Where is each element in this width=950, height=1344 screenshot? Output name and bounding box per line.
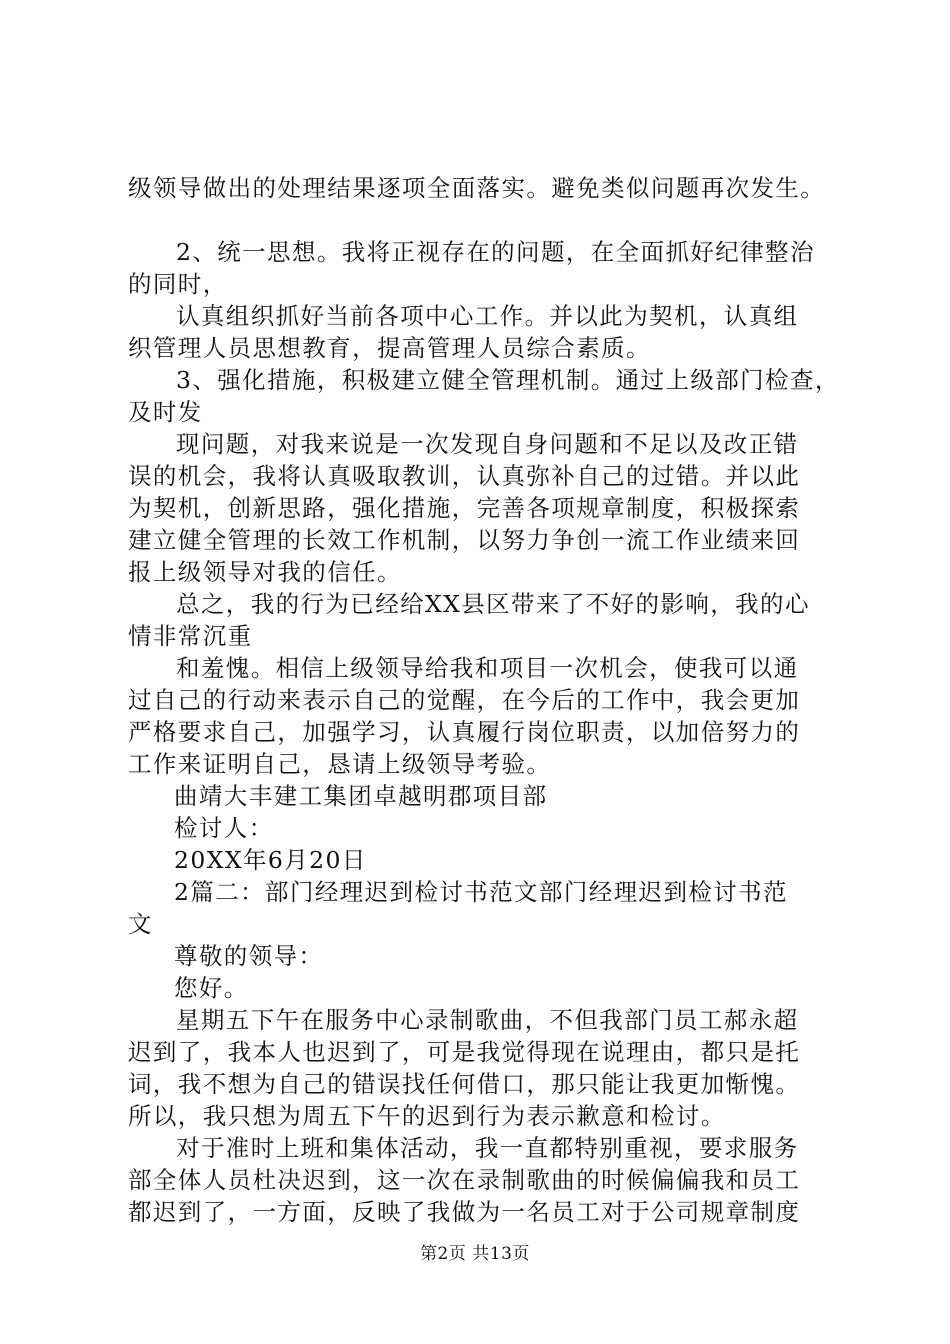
text-line: 您好。 [174, 974, 249, 1002]
text-line: 检讨人： [174, 814, 274, 842]
text-line: 都迟到了，一方面，反映了我做为一名员工对于公司规章制度 [128, 1198, 801, 1226]
text-line: 尊敬的领导： [174, 942, 324, 970]
text-line: 为契机，创新思路，强化措施，完善各项规章制度，积极探索 [128, 494, 801, 522]
text-line: 的同时， [128, 270, 228, 298]
paragraph-gap [128, 204, 848, 236]
text-line: 曲靖大丰建工集团卓越明郡项目部 [174, 782, 548, 810]
text-line: 级领导做出的处理结果逐项全面落实。避免类似问题再次发生。 [128, 174, 826, 202]
text-line: 词，我不想为自己的错误找任何借口，那只能让我更加惭愧。 [128, 1070, 801, 1098]
text-line: 2篇二：部门经理迟到检讨书范文部门经理迟到检讨书范 [174, 878, 788, 906]
text-line: 误的机会，我将认真吸取教训，认真弥补自己的过错。并以此 [128, 462, 801, 490]
text-line: 和羞愧。相信上级领导给我和项目一次机会，使我可以通 [176, 654, 799, 682]
text-line: 20XX年6月20日 [174, 846, 367, 874]
text-line: 2、统一思想。我将正视存在的问题，在全面抓好纪律整治 [176, 238, 815, 266]
page-number-footer: 第2页 共13页 [420, 1244, 530, 1264]
text-line: 总之，我的行为已经给XX县区带来了不好的影响，我的心 [176, 590, 810, 618]
text-line: 对于准时上班和集体活动，我一直都特别重视，要求服务 [176, 1134, 799, 1162]
text-line: 及时发 [128, 398, 203, 426]
document-body [128, 172, 848, 1228]
text-line: 认真组织抓好当前各项中心工作。并以此为契机，认真组 [176, 302, 799, 330]
text-line: 建立健全管理的长效工作机制，以努力争创一流工作业绩来回 [128, 526, 801, 554]
text-line: 情非常沉重 [128, 622, 253, 650]
text-line: 部全体人员杜决迟到，这一次在录制歌曲的时候偏偏我和员工 [128, 1166, 801, 1194]
text-line: 3、强化措施，积极建立健全管理机制。通过上级部门检查， [176, 366, 840, 394]
text-line: 报上级领导对我的信任。 [128, 558, 402, 586]
text-line: 工作来证明自己，恳请上级领导考验。 [128, 750, 552, 778]
text-line: 星期五下午在服务中心录制歌曲，不但我部门员工郝永超 [176, 1006, 799, 1034]
text-line: 严格要求自己，加强学习，认真履行岗位职责，以加倍努力的 [128, 718, 801, 746]
text-line: 文 [128, 910, 153, 938]
text-line: 迟到了，我本人也迟到了，可是我觉得现在说理由，都只是托 [128, 1038, 801, 1066]
text-line: 过自己的行动来表示自己的觉醒，在今后的工作中，我会更加 [128, 686, 801, 714]
text-line: 现问题，对我来说是一次发现自身问题和不足以及改正错 [176, 430, 799, 458]
text-line: 所以，我只想为周五下午的迟到行为表示歉意和检讨。 [128, 1102, 726, 1130]
text-line: 织管理人员思想教育，提高管理人员综合素质。 [128, 334, 651, 362]
